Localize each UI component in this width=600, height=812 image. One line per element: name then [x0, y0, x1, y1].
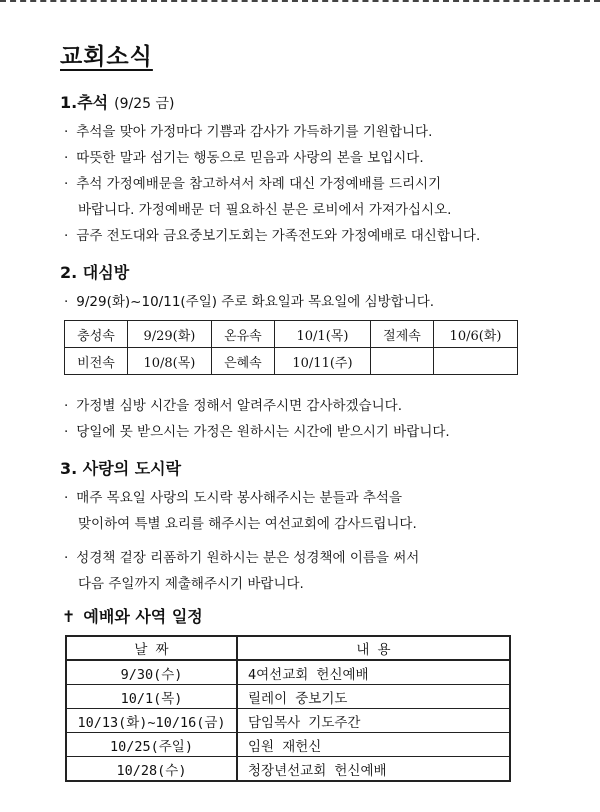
bullet-mark: · [64, 294, 69, 310]
lunchbox-text-2-cont: 다음 주일까지 제출해주시기 바랍니다. [78, 576, 304, 592]
chuseok-text-4: 금주 전도대와 금요중보기도회는 가족전도와 가정예배로 대신합니다. [76, 228, 481, 244]
visit-note-text-2: 당일에 못 받으시는 가정은 원하시는 시간에 받으시기 바랍니다. [76, 424, 450, 440]
chuseok-bullet-2 [64, 146, 424, 166]
bullet-mark: · [64, 228, 69, 244]
bullet-mark: · [64, 550, 69, 566]
table-row [66, 757, 510, 782]
column-header-date: 날 짜 [66, 636, 237, 660]
table-cell: 충성속 [65, 321, 128, 348]
visit-intro-text: 9/29(화)~10/11(주일) 주로 화요일과 목요일에 심방합니다. [76, 294, 435, 310]
schedule-content: 임원 재헌신 [237, 733, 510, 757]
visit-intro [64, 290, 434, 310]
chuseok-heading-text: 1.추석 [60, 93, 109, 112]
table-row [66, 685, 510, 709]
schedule-content: 청장년선교회 헌신예배 [237, 757, 510, 782]
top-dashed-rule [0, 0, 600, 2]
schedule-heading [62, 604, 203, 627]
table-cell [434, 348, 518, 375]
schedule-date: 9/30(수) [66, 660, 237, 685]
table-row [66, 733, 510, 757]
column-header-content: 내 용 [237, 636, 510, 660]
table-cell: 10/1(목) [274, 321, 370, 348]
schedule-content: 릴레이 중보기도 [237, 685, 510, 709]
section-lunchbox-heading: 3. 사랑의 도시락 [60, 459, 182, 478]
schedule-content: 담임목사 기도주간 [237, 709, 510, 733]
cross-icon: ✝ [62, 607, 76, 626]
table-cell: 9/29(화) [127, 321, 211, 348]
schedule-content: 4여선교회 헌신예배 [237, 660, 510, 685]
visit-note-1 [64, 394, 402, 414]
schedule-table [65, 635, 511, 782]
lunchbox-bullet-1 [64, 486, 402, 506]
schedule-date: 10/25(주일) [66, 733, 237, 757]
chuseok-bullet-4 [64, 224, 480, 244]
table-cell: 10/11(주) [274, 348, 370, 375]
table-cell: 온유속 [211, 321, 274, 348]
bullet-mark: · [64, 424, 69, 440]
section-chuseok-heading [60, 90, 174, 113]
schedule-heading-text: 예배와 사역 일정 [83, 607, 203, 626]
visit-note-2 [64, 420, 450, 440]
visit-schedule-table [64, 320, 518, 375]
table-row [65, 348, 518, 375]
schedule-date: 10/13(화)~10/16(금) [66, 709, 237, 733]
chuseok-text-1: 추석을 맞아 가정마다 기쁨과 감사가 가득하기를 기원합니다. [76, 124, 433, 140]
bullet-mark: · [64, 398, 69, 414]
visit-note-text-1: 가정별 심방 시간을 정해서 알려주시면 감사하겠습니다. [76, 398, 402, 414]
table-cell: 절제속 [371, 321, 434, 348]
chuseok-bullet-1 [64, 120, 432, 140]
table-cell [371, 348, 434, 375]
lunchbox-text-2: 성경책 겉장 리폼하기 원하시는 분은 성경책에 이름을 써서 [76, 550, 420, 566]
table-cell: 10/6(화) [434, 321, 518, 348]
schedule-date: 10/1(목) [66, 685, 237, 709]
chuseok-text-2: 따뜻한 말과 섬기는 행동으로 믿음과 사랑의 본을 보입시다. [76, 150, 424, 166]
chuseok-text-3-cont: 바랍니다. 가정예배문 더 필요하신 분은 로비에서 가져가십시오. [78, 202, 452, 218]
section-visit-heading: 2. 대심방 [60, 263, 130, 282]
lunchbox-text-1-cont: 맞이하여 특별 요리를 해주시는 여선교회에 감사드립니다. [78, 516, 417, 532]
bullet-mark: · [64, 124, 69, 140]
lunchbox-text-1: 매주 목요일 사랑의 도시락 봉사해주시는 분들과 추석을 [76, 490, 402, 506]
chuseok-bullet-3 [64, 172, 441, 192]
bullet-mark: · [64, 490, 69, 506]
table-cell: 10/8(목) [127, 348, 211, 375]
bullet-mark: · [64, 176, 69, 192]
table-cell: 은혜속 [211, 348, 274, 375]
lunchbox-bullet-2 [64, 546, 419, 566]
page-title: 교회소식 [60, 44, 153, 70]
table-header-row [66, 636, 510, 660]
table-row [66, 660, 510, 685]
table-row [66, 709, 510, 733]
schedule-date: 10/28(수) [66, 757, 237, 782]
bullet-mark: · [64, 150, 69, 166]
table-cell: 비전속 [65, 348, 128, 375]
chuseok-date: (9/25 금) [114, 96, 175, 112]
chuseok-text-3: 추석 가정예배문을 참고하셔서 차례 대신 가정예배를 드리시기 [76, 176, 442, 192]
table-row [65, 321, 518, 348]
